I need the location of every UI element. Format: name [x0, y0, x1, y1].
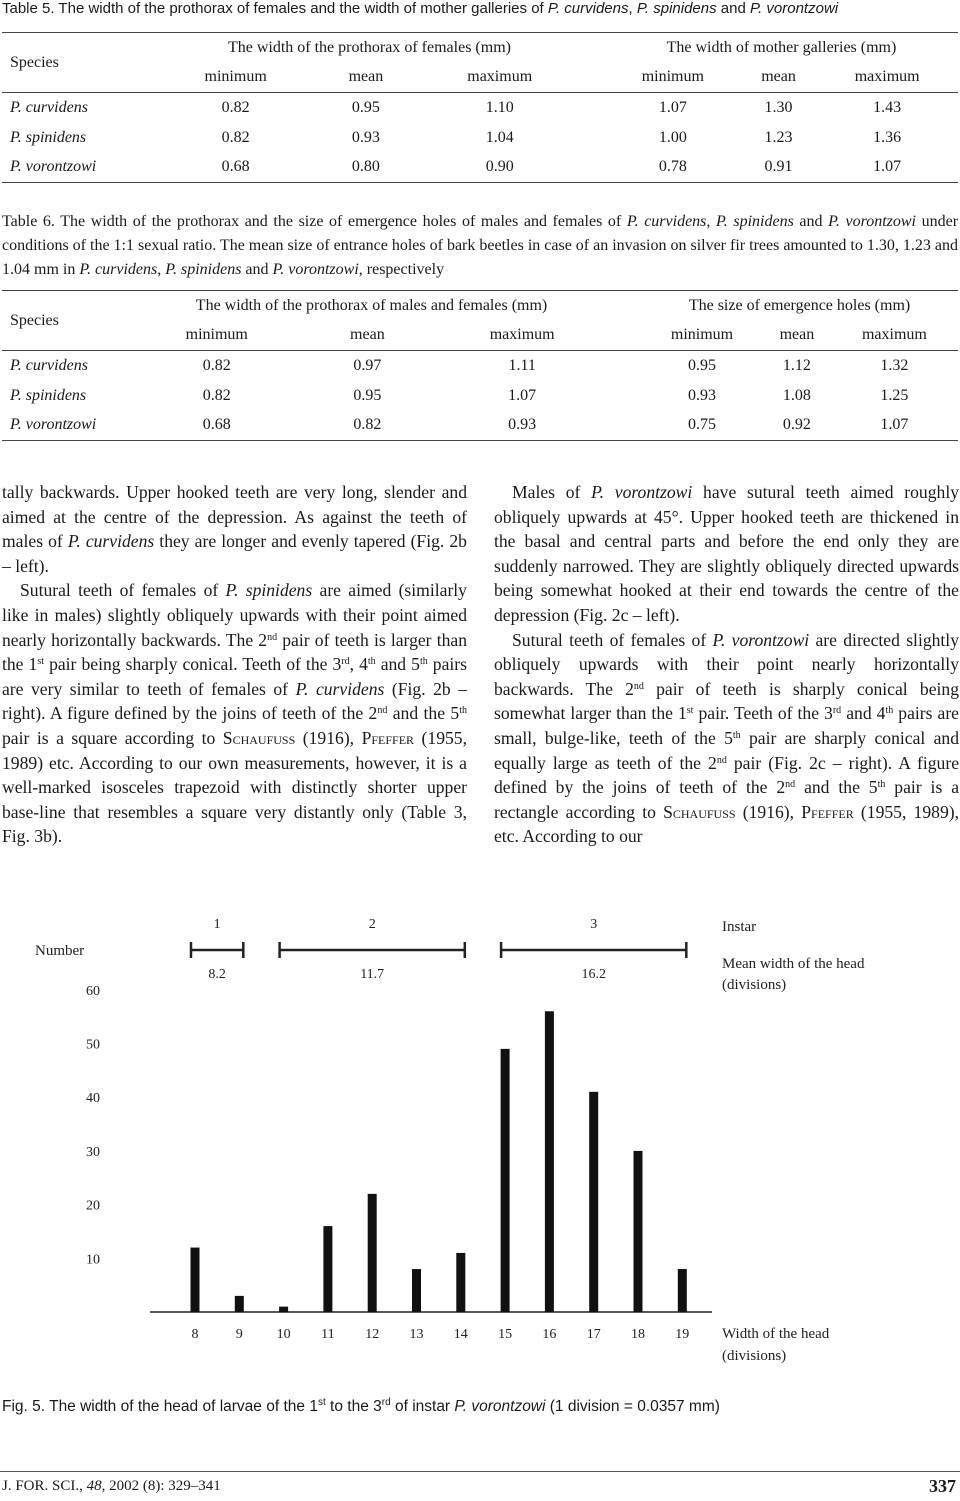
- species-name: P. vorontzowi: [10, 158, 97, 176]
- table-row: [2, 93, 958, 123]
- species-name: P. spinidens: [10, 386, 87, 404]
- table5-group2-header: The width of mother galleries (mm): [605, 33, 958, 63]
- table-cell: 1.30: [764, 98, 793, 116]
- bar: [545, 1011, 554, 1312]
- x-tick-label: 15: [498, 1327, 513, 1342]
- species-name: P. curvidens: [10, 98, 88, 116]
- table6-caption: Table 6. The width of the prothorax and the size of emergence holes of males and females of P. curvidens, P. spinidens and P. vorontzowi under conditions of the 1:1 sexual ratio. The mean size of entrance holes of bark beetles in case of an invasion on silver fir trees amounted to 1.30, 1.23 and 1.04 mm in P. curvidens, P. spinidens and P. vorontzowi, respectively: [2, 213, 959, 278]
- x-tick-label: 12: [365, 1327, 380, 1342]
- table-row: [2, 153, 958, 183]
- table6-sub-header: minimum: [120, 321, 314, 351]
- table6-sub-header-row: [2, 321, 958, 351]
- instar-number: 3: [590, 917, 598, 932]
- x-tick-label: 11: [321, 1327, 335, 1342]
- bar: [412, 1269, 421, 1312]
- table6-sub-header: minimum: [641, 321, 763, 351]
- table-cell: 1.11: [508, 356, 536, 374]
- paragraph: Males of P. vorontzowi have sutural teeth aimed roughly obliquely upwards at 45°. Upper hooked teeth are thickened in the basal and central parts and before the end only they are suddenly narrowed. They are slightly obliquely directed upwards being somewhat hooked at their end towards the centre of the depression (Fig. 2c – left).: [494, 482, 960, 625]
- table6-species-header: Species: [2, 291, 120, 351]
- table5-group1-header: The width of the prothorax of females (mm): [152, 33, 587, 63]
- instar-label: Instar: [722, 919, 757, 935]
- table-cell: 1.07: [831, 411, 958, 441]
- table-cell: 0.93: [421, 411, 623, 441]
- bar: [235, 1296, 244, 1312]
- instar-mean: 8.2: [208, 967, 226, 982]
- y-axis-label: Number: [35, 943, 85, 959]
- y-tick-label: 60: [86, 983, 100, 999]
- bar: [456, 1253, 465, 1312]
- table-cell: 1.36: [873, 128, 902, 146]
- page-number: 337: [929, 1476, 956, 1496]
- bar-chart: [0, 900, 960, 1380]
- table-row: [2, 381, 958, 411]
- table-cell: 0.91: [741, 153, 817, 183]
- table-cell: 1.04: [485, 128, 514, 146]
- x-tick-label: 16: [542, 1327, 557, 1342]
- paragraph: tally backwards. Upper hooked teeth are very long, slender and aimed at the centre of the depression. As against the teeth of males of P. curvidens they are longer and evenly tapered (Fig. 2b – left).: [2, 482, 467, 576]
- table-cell: 0.82: [202, 356, 231, 374]
- journal-citation: J. FOR. SCI., 48, 2002 (8): 329–341: [2, 1478, 221, 1494]
- instar-number: 2: [368, 917, 376, 932]
- table-cell: 0.68: [120, 411, 314, 441]
- species-name: P. vorontzowi: [10, 416, 97, 434]
- bar: [501, 1049, 510, 1312]
- bar: [634, 1151, 643, 1312]
- table-cell: 0.82: [314, 411, 422, 441]
- y-tick-label: 10: [86, 1252, 100, 1268]
- y-tick-label: 20: [86, 1198, 100, 1214]
- table-cell: 0.97: [353, 356, 382, 374]
- table6-sub-header: mean: [314, 321, 422, 351]
- table5-sub-header: mean: [741, 63, 817, 93]
- table-cell: 1.32: [880, 356, 909, 374]
- footer-rule: [0, 1471, 960, 1472]
- table6-group2-header: The size of emergence holes (mm): [641, 291, 958, 321]
- table-cell: 0.82: [202, 386, 231, 404]
- table-cell: 0.95: [353, 386, 382, 404]
- table-cell: 1.43: [873, 98, 902, 116]
- figure-caption: Fig. 5. The width of the head of larvae of the 1st to the 3rd of instar P. vorontzowi (1 division = 0.0357 mm): [2, 1397, 720, 1415]
- table-cell: 1.07: [508, 386, 537, 404]
- table6-group-header-row: [2, 291, 958, 321]
- table-row: [2, 123, 958, 153]
- table5-sub-header: minimum: [152, 63, 319, 93]
- table-cell: 0.75: [641, 411, 763, 441]
- table-cell: 1.07: [816, 153, 958, 183]
- x-tick-label: 18: [631, 1327, 645, 1342]
- bar: [191, 1248, 200, 1312]
- x-tick-label: 19: [675, 1327, 690, 1342]
- x-tick-label: 13: [409, 1327, 424, 1342]
- bar: [678, 1269, 687, 1312]
- x-tick-label: 10: [276, 1327, 291, 1342]
- mean-width-label: Mean width of the head: [722, 956, 865, 972]
- table5-sub-header: mean: [319, 63, 412, 93]
- figure-5: [0, 900, 960, 1380]
- table-cell: 1.00: [658, 128, 687, 146]
- table5-sub-header: minimum: [605, 63, 741, 93]
- x-tick-label: 17: [586, 1327, 601, 1342]
- table-cell: 0.82: [221, 128, 250, 146]
- table5-group-header-row: [2, 33, 958, 63]
- table-cell: 0.90: [412, 153, 586, 183]
- table-cell: 0.80: [319, 153, 412, 183]
- bar: [368, 1194, 377, 1312]
- instar-number: 1: [213, 917, 221, 932]
- table6-sub-header: mean: [763, 321, 831, 351]
- y-tick-label: 50: [86, 1037, 100, 1053]
- right-text-column: [494, 480, 959, 849]
- table-cell: 0.95: [351, 98, 380, 116]
- y-tick-label: 40: [86, 1091, 100, 1107]
- table-cell: 1.08: [782, 386, 811, 404]
- paragraph: Sutural teeth of females of P. spinidens are aimed (similarly like in males) slightly obliquely upwards with their point aimed nearly horizontally backwards. The 2nd pair of teeth is larger than the 1st pair being sharply conical. Teeth of the 3rd, 4th and 5th pairs are very similar to teeth of females of P. curvidens (Fig. 2b – right). A figure defined by the joins of teeth of the 2nd and the 5th pair is a square according to Schaufuss (1916), Pfeffer (1955, 1989) etc. According to our own measurements, however, it is a well-marked isosceles trapezoid with distinctly shorter upper base-line that resembles a square very distantly only (Table 3, Fig. 3b).: [2, 580, 467, 847]
- x-axis-label-units: (divisions): [722, 1348, 787, 1364]
- left-text-column: [2, 480, 467, 849]
- table-cell: 0.82: [221, 98, 250, 116]
- table5: [2, 32, 958, 183]
- table-cell: 0.78: [605, 153, 741, 183]
- table-row: [2, 411, 958, 441]
- table-cell: 0.93: [688, 386, 716, 404]
- y-tick-label: 30: [86, 1144, 100, 1160]
- table-cell: 0.95: [688, 356, 716, 374]
- species-name: P. curvidens: [10, 356, 88, 374]
- table6-group1-header: The width of the prothorax of males and females (mm): [120, 291, 623, 321]
- paragraph: Sutural teeth of females of P. vorontzowi are directed slightly obliquely upwards with their point nearly horizontally backwards. The 2nd pair of teeth is sharply conical being somewhat larger than the 1st pair. Teeth of the 3rd and 4th pairs are small, bulge-like, teeth of the 5th pair are sharply conical and equally large as teeth of the 2nd pair (Fig. 2c – right). A figure defined by the joins of teeth of the 2nd and the 5th pair is a rectangle according to Schaufuss (1916), Pfeffer (1955, 1989), etc. According to our: [494, 629, 960, 847]
- table6: [2, 290, 958, 441]
- x-tick-label: 8: [191, 1327, 199, 1342]
- table-cell: 1.10: [485, 98, 514, 116]
- table6-sub-header: maximum: [421, 321, 623, 351]
- table5-species-header: Species: [2, 33, 152, 93]
- table5-sub-header: maximum: [412, 63, 586, 93]
- table-cell: 1.23: [764, 128, 793, 146]
- table6-sub-header: maximum: [831, 321, 958, 351]
- x-tick-label: 9: [235, 1327, 243, 1342]
- instar-mean: 16.2: [581, 967, 606, 982]
- species-name: P. spinidens: [10, 128, 87, 146]
- mean-width-label-units: (divisions): [722, 977, 787, 993]
- table5-caption: Table 5. The width of the prothorax of females and the width of mother galleries of P. curvidens, P. spinidens and P. vorontzowi: [2, 0, 839, 17]
- instar-mean: 11.7: [360, 967, 385, 982]
- bar: [279, 1307, 288, 1312]
- table-cell: 0.93: [351, 128, 380, 146]
- table-cell: 1.07: [658, 98, 687, 116]
- x-tick-label: 14: [453, 1327, 468, 1342]
- x-axis-label: Width of the head: [722, 1326, 830, 1342]
- bar: [323, 1226, 332, 1312]
- bar: [589, 1092, 598, 1312]
- table-cell: 0.92: [763, 411, 831, 441]
- table-cell: 1.25: [880, 386, 909, 404]
- table-cell: 0.68: [152, 153, 319, 183]
- table5-sub-header: maximum: [816, 63, 958, 93]
- table-row: [2, 351, 958, 381]
- table-cell: 1.12: [782, 356, 811, 374]
